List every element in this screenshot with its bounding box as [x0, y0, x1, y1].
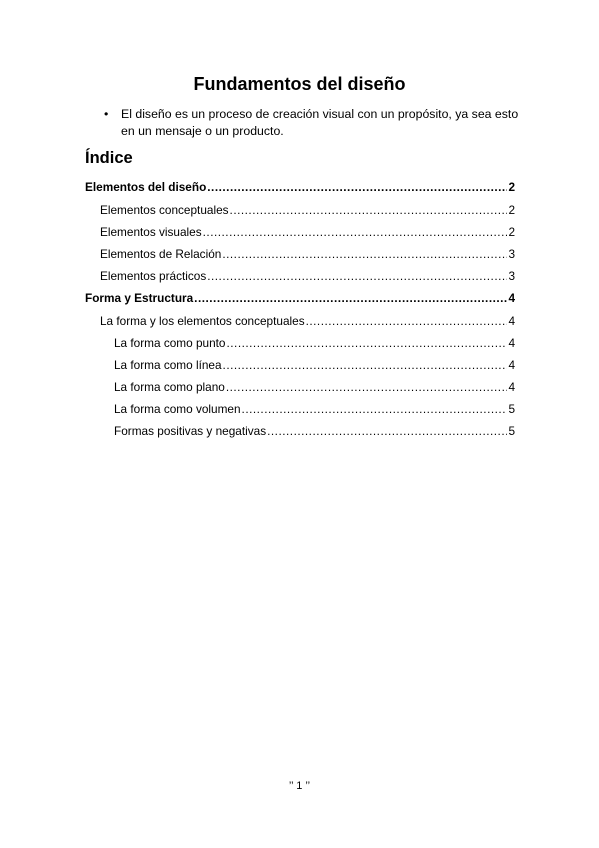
- toc-entry-label: Elementos prácticos: [100, 269, 207, 283]
- toc-leader-dots: [203, 223, 508, 241]
- toc-page-number: 3: [508, 269, 515, 283]
- toc-page-number: 4: [508, 291, 515, 305]
- toc-page-number: 4: [508, 358, 515, 372]
- toc-leader-dots: [223, 356, 508, 374]
- toc-leader-dots: [222, 245, 507, 263]
- toc-leader-dots: [306, 312, 508, 330]
- toc-entry-elementos-conceptuales[interactable]: [100, 201, 515, 219]
- toc-page-number: 2: [508, 180, 515, 194]
- toc-leader-dots: [207, 267, 507, 285]
- toc-leader-dots: [194, 289, 507, 307]
- toc-entry-label: La forma como línea: [114, 358, 222, 372]
- toc-entry-formas-positivas-negativas[interactable]: [114, 422, 515, 440]
- toc-entry-elementos-del-diseno[interactable]: [85, 178, 515, 196]
- toc-leader-dots: [242, 400, 508, 418]
- toc-entry-forma-y-estructura[interactable]: [85, 289, 515, 307]
- toc-page-number: 2: [508, 203, 515, 217]
- toc-leader-dots: [226, 334, 507, 352]
- toc-page-number: 3: [508, 247, 515, 261]
- toc-entry-label: Elementos conceptuales: [100, 203, 229, 217]
- toc-entry-forma-como-volumen[interactable]: [114, 400, 515, 418]
- intro-text: El diseño es un proceso de creación visual con un propósito, ya sea esto en un mensaje o un producto.: [121, 107, 519, 138]
- toc-entry-label: Forma y Estructura: [85, 291, 194, 305]
- toc-leader-dots: [226, 378, 508, 396]
- toc-entry-forma-como-punto[interactable]: [114, 334, 515, 352]
- toc-page-number: 2: [508, 225, 515, 239]
- toc-page-number: 4: [508, 314, 515, 328]
- toc-page-number: 4: [508, 380, 515, 394]
- toc-entry-label: La forma como volumen: [114, 402, 241, 416]
- toc-entry-label: Elementos visuales: [100, 225, 202, 239]
- toc-page-number: 4: [508, 336, 515, 350]
- toc-leader-dots: [230, 201, 508, 219]
- toc-leader-dots: [207, 178, 507, 196]
- toc-leader-dots: [267, 422, 507, 440]
- toc-entry-label: La forma como punto: [114, 336, 226, 350]
- toc-entry-elementos-de-relacion[interactable]: [100, 245, 515, 263]
- toc-entry-label: Elementos del diseño: [85, 180, 207, 194]
- intro-bullet: [104, 106, 524, 140]
- toc-entry-forma-elementos-conceptuales[interactable]: [100, 312, 515, 330]
- toc-entry-elementos-practicos[interactable]: [100, 267, 515, 285]
- toc-entry-forma-como-plano[interactable]: [114, 378, 515, 396]
- bullet-icon: •: [104, 107, 109, 121]
- toc-entry-label: La forma y los elementos conceptuales: [100, 314, 305, 328]
- toc-page-number: 5: [508, 424, 515, 438]
- toc-entry-label: Formas positivas y negativas: [114, 424, 267, 438]
- document-title: Fundamentos del diseño: [193, 74, 406, 94]
- page-footer-number: ’’ 1 ’’: [288, 780, 311, 792]
- toc-entry-forma-como-linea[interactable]: [114, 356, 515, 374]
- toc-entry-label: La forma como plano: [114, 380, 225, 394]
- toc-heading: Índice: [85, 149, 133, 167]
- toc-page-number: 5: [508, 402, 515, 416]
- toc-entry-label: Elementos de Relación: [100, 247, 222, 261]
- toc-entry-elementos-visuales[interactable]: [100, 223, 515, 241]
